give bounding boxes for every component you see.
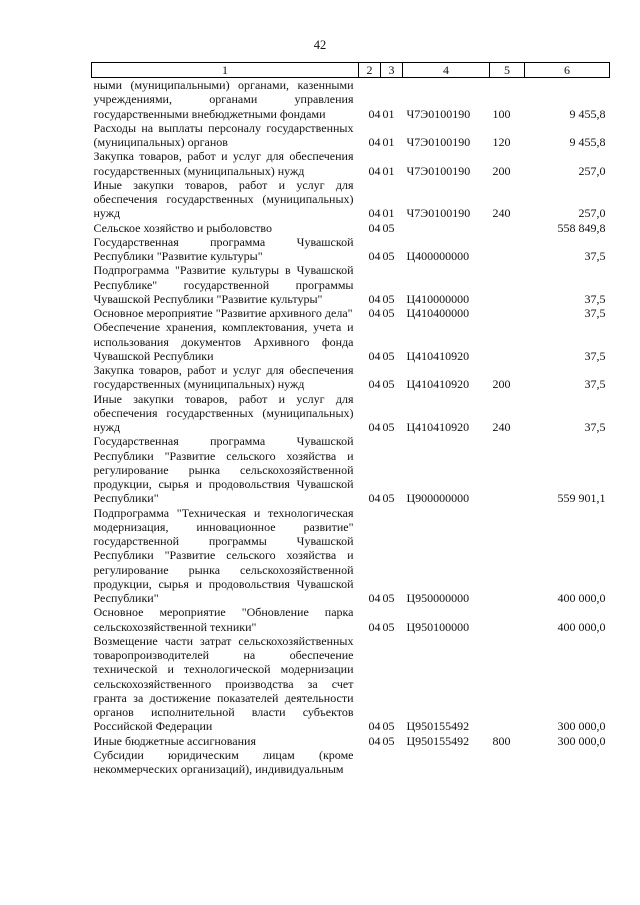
row-subsection: 05 bbox=[382, 420, 395, 434]
row-name: Закупка товаров, работ и услуг для обеспечения государственных (муниципальных) нужд bbox=[93, 363, 354, 392]
row-subsection: 01 bbox=[382, 206, 395, 221]
row-section: 04 bbox=[368, 491, 381, 506]
row-name: Сельское хозяйство и рыболовство bbox=[93, 220, 273, 235]
row-section: 04 bbox=[368, 206, 381, 221]
row-target-article bbox=[403, 221, 490, 235]
row-target-article: Ц950000000 bbox=[406, 591, 470, 605]
table-row bbox=[92, 392, 610, 435]
row-expense-type bbox=[490, 306, 525, 320]
row-name: ными (муниципальными) органами, казенными учреждениями, органами управления государственными внебюджетными фондами bbox=[93, 78, 354, 121]
table-row bbox=[92, 320, 610, 363]
table-row bbox=[92, 221, 610, 235]
row-amount: 400 000,0 bbox=[557, 619, 606, 634]
row-target-article: Ч7Э0100190 bbox=[406, 135, 471, 149]
table-row bbox=[92, 506, 610, 606]
row-amount: 37,5 bbox=[584, 348, 606, 363]
table-row bbox=[92, 178, 610, 221]
row-section: 04 bbox=[368, 163, 381, 178]
row-expense-type: 200 bbox=[492, 163, 511, 178]
table-header bbox=[92, 63, 610, 78]
row-section: 04 bbox=[368, 291, 381, 306]
row-amount: 300 000,0 bbox=[557, 733, 606, 748]
column-header-target-article: 4 bbox=[403, 63, 490, 78]
row-amount: 257,0 bbox=[578, 163, 606, 178]
table-row bbox=[92, 121, 610, 150]
row-target-article: Ц410000000 bbox=[406, 291, 470, 306]
row-section: 04 bbox=[368, 249, 381, 263]
row-name: Иные закупки товаров, работ и услуг для обеспечения государственных (муниципальных) нужд bbox=[93, 177, 354, 221]
row-expense-type: 100 bbox=[492, 106, 511, 121]
row-section: 04 bbox=[368, 106, 381, 121]
row-target-article: Ц950155492 bbox=[406, 733, 470, 748]
table-row bbox=[92, 306, 610, 320]
row-expense-type: 200 bbox=[492, 377, 511, 392]
row-section: 04 bbox=[368, 306, 381, 320]
row-amount: 400 000,0 bbox=[557, 591, 606, 605]
row-amount: 257,0 bbox=[578, 206, 606, 221]
row-amount: 37,5 bbox=[584, 306, 606, 320]
row-section: 04 bbox=[368, 420, 381, 434]
table-row bbox=[92, 734, 610, 748]
row-subsection: 05 bbox=[382, 348, 395, 363]
row-name: Расходы на выплаты персоналу государственных (муниципальных) органов bbox=[93, 120, 354, 149]
row-name: Обеспечение хранения, комплектования, учета и использования документов Архивного фонда Чувашской Республики bbox=[93, 320, 354, 363]
row-name: Подпрограмма "Техническая и технологическая модернизация, инновационное развитие" государственной программы Чувашской Республики "Развитие сельского хозяйства и регулирование рынка сельскохозяйственной продукции, сырья и продовольствия Чувашской Республики" bbox=[93, 505, 354, 605]
row-name: Государственная программа Чувашской Республики "Развитие культуры" bbox=[93, 234, 354, 263]
row-expense-type bbox=[490, 263, 525, 306]
row-expense-type bbox=[490, 320, 525, 363]
row-expense-type bbox=[490, 748, 525, 777]
row-expense-type: 240 bbox=[492, 420, 511, 434]
row-name: Государственная программа Чувашской Республики "Развитие сельского хозяйства и регулирование рынка сельскохозяйственной продукции, сырья и продовольствия Чувашской Республики" bbox=[93, 434, 354, 506]
row-target-article: Ц410400000 bbox=[406, 306, 470, 320]
row-subsection: 05 bbox=[382, 377, 395, 392]
row-target-article: Ц400000000 bbox=[406, 249, 470, 263]
row-amount bbox=[525, 748, 610, 777]
table-row bbox=[92, 748, 610, 777]
column-header-name: 1 bbox=[92, 63, 359, 78]
row-subsection: 05 bbox=[382, 220, 395, 235]
budget-table bbox=[91, 62, 610, 776]
table-body bbox=[92, 78, 610, 777]
row-section: 04 bbox=[368, 719, 381, 734]
row-target-article: Ч7Э0100190 bbox=[406, 206, 471, 221]
row-subsection: 05 bbox=[382, 291, 395, 306]
row-subsection: 05 bbox=[382, 733, 395, 748]
column-header-amount: 6 bbox=[525, 63, 610, 78]
row-target-article: Ц410410920 bbox=[406, 420, 470, 434]
table-row bbox=[92, 149, 610, 178]
row-subsection: 01 bbox=[382, 163, 395, 178]
row-section: 04 bbox=[368, 619, 381, 634]
row-amount: 37,5 bbox=[584, 291, 606, 306]
table-row bbox=[92, 363, 610, 392]
row-amount: 9 455,8 bbox=[569, 135, 606, 149]
table-row bbox=[92, 263, 610, 306]
row-name: Основное мероприятие "Развитие архивного дела" bbox=[93, 306, 353, 320]
row-name: Субсидии юридическим лицам (кроме некоммерческих организаций), индивидуальным bbox=[93, 747, 354, 776]
row-expense-type bbox=[490, 221, 525, 235]
table-row bbox=[92, 634, 610, 734]
row-amount: 300 000,0 bbox=[557, 719, 606, 734]
table-row bbox=[92, 605, 610, 634]
row-name: Закупка товаров, работ и услуг для обеспечения государственных (муниципальных) нужд bbox=[93, 149, 354, 178]
column-header-subsection: 3 bbox=[381, 63, 403, 78]
table-row bbox=[92, 434, 610, 505]
row-amount: 9 455,8 bbox=[569, 106, 606, 121]
row-target-article: Ч7Э0100190 bbox=[406, 163, 471, 178]
row-amount: 558 849,8 bbox=[557, 220, 606, 235]
row-subsection: 01 bbox=[382, 106, 395, 121]
row-target-article bbox=[403, 748, 490, 777]
page-number: 42 bbox=[313, 38, 327, 52]
row-amount: 559 901,1 bbox=[557, 491, 606, 506]
row-subsection: 05 bbox=[382, 619, 395, 634]
row-section bbox=[359, 748, 381, 777]
row-target-article: Ц950155492 bbox=[406, 719, 470, 734]
row-section: 04 bbox=[368, 348, 381, 363]
row-name: Подпрограмма "Развитие культуры в Чувашской Республике" государственной программы Чувашской Республики "Развитие культуры" bbox=[93, 263, 354, 306]
row-expense-type: 800 bbox=[492, 733, 511, 748]
row-subsection: 05 bbox=[382, 491, 395, 506]
row-subsection: 05 bbox=[382, 719, 395, 734]
column-header-expense-type: 5 bbox=[490, 63, 525, 78]
row-expense-type: 120 bbox=[492, 135, 511, 149]
row-expense-type bbox=[490, 634, 525, 734]
row-amount: 37,5 bbox=[584, 249, 606, 263]
row-name: Иные бюджетные ассигнования bbox=[93, 733, 256, 748]
row-target-article: Ц410410920 bbox=[406, 348, 470, 363]
column-header-section: 2 bbox=[359, 63, 381, 78]
row-amount: 37,5 bbox=[584, 420, 606, 434]
row-expense-type bbox=[490, 506, 525, 606]
row-target-article: Ч7Э0100190 bbox=[406, 106, 471, 121]
row-section: 04 bbox=[368, 135, 381, 149]
row-section: 04 bbox=[368, 220, 381, 235]
row-expense-type bbox=[490, 235, 525, 264]
row-section: 04 bbox=[368, 733, 381, 748]
row-target-article: Ц900000000 bbox=[406, 491, 470, 506]
row-name: Возмещение части затрат сельскохозяйственных товаропроизводителей на обеспечение технической и технологической модернизации сельскохозяйственного производства за счет гранта за достижение показателей деятельности органов исполнительной власти субъектов Российской Федерации bbox=[93, 633, 354, 734]
row-subsection: 05 bbox=[382, 306, 395, 320]
row-target-article: Ц950100000 bbox=[406, 619, 470, 634]
row-subsection bbox=[381, 748, 403, 777]
row-expense-type bbox=[490, 605, 525, 634]
table-row bbox=[92, 78, 610, 121]
row-subsection: 01 bbox=[382, 135, 395, 149]
row-section: 04 bbox=[368, 591, 381, 605]
row-name: Иные закупки товаров, работ и услуг для обеспечения государственных (муниципальных) нужд bbox=[93, 391, 354, 434]
row-subsection: 05 bbox=[382, 591, 395, 605]
table-row bbox=[92, 235, 610, 264]
row-target-article: Ц410410920 bbox=[406, 377, 470, 392]
row-section: 04 bbox=[368, 377, 381, 392]
row-expense-type: 240 bbox=[492, 206, 511, 221]
row-expense-type bbox=[490, 434, 525, 505]
row-subsection: 05 bbox=[382, 249, 395, 263]
row-amount: 37,5 bbox=[584, 377, 606, 392]
row-name: Основное мероприятие "Обновление парка сельскохозяйственной техники" bbox=[93, 605, 354, 634]
